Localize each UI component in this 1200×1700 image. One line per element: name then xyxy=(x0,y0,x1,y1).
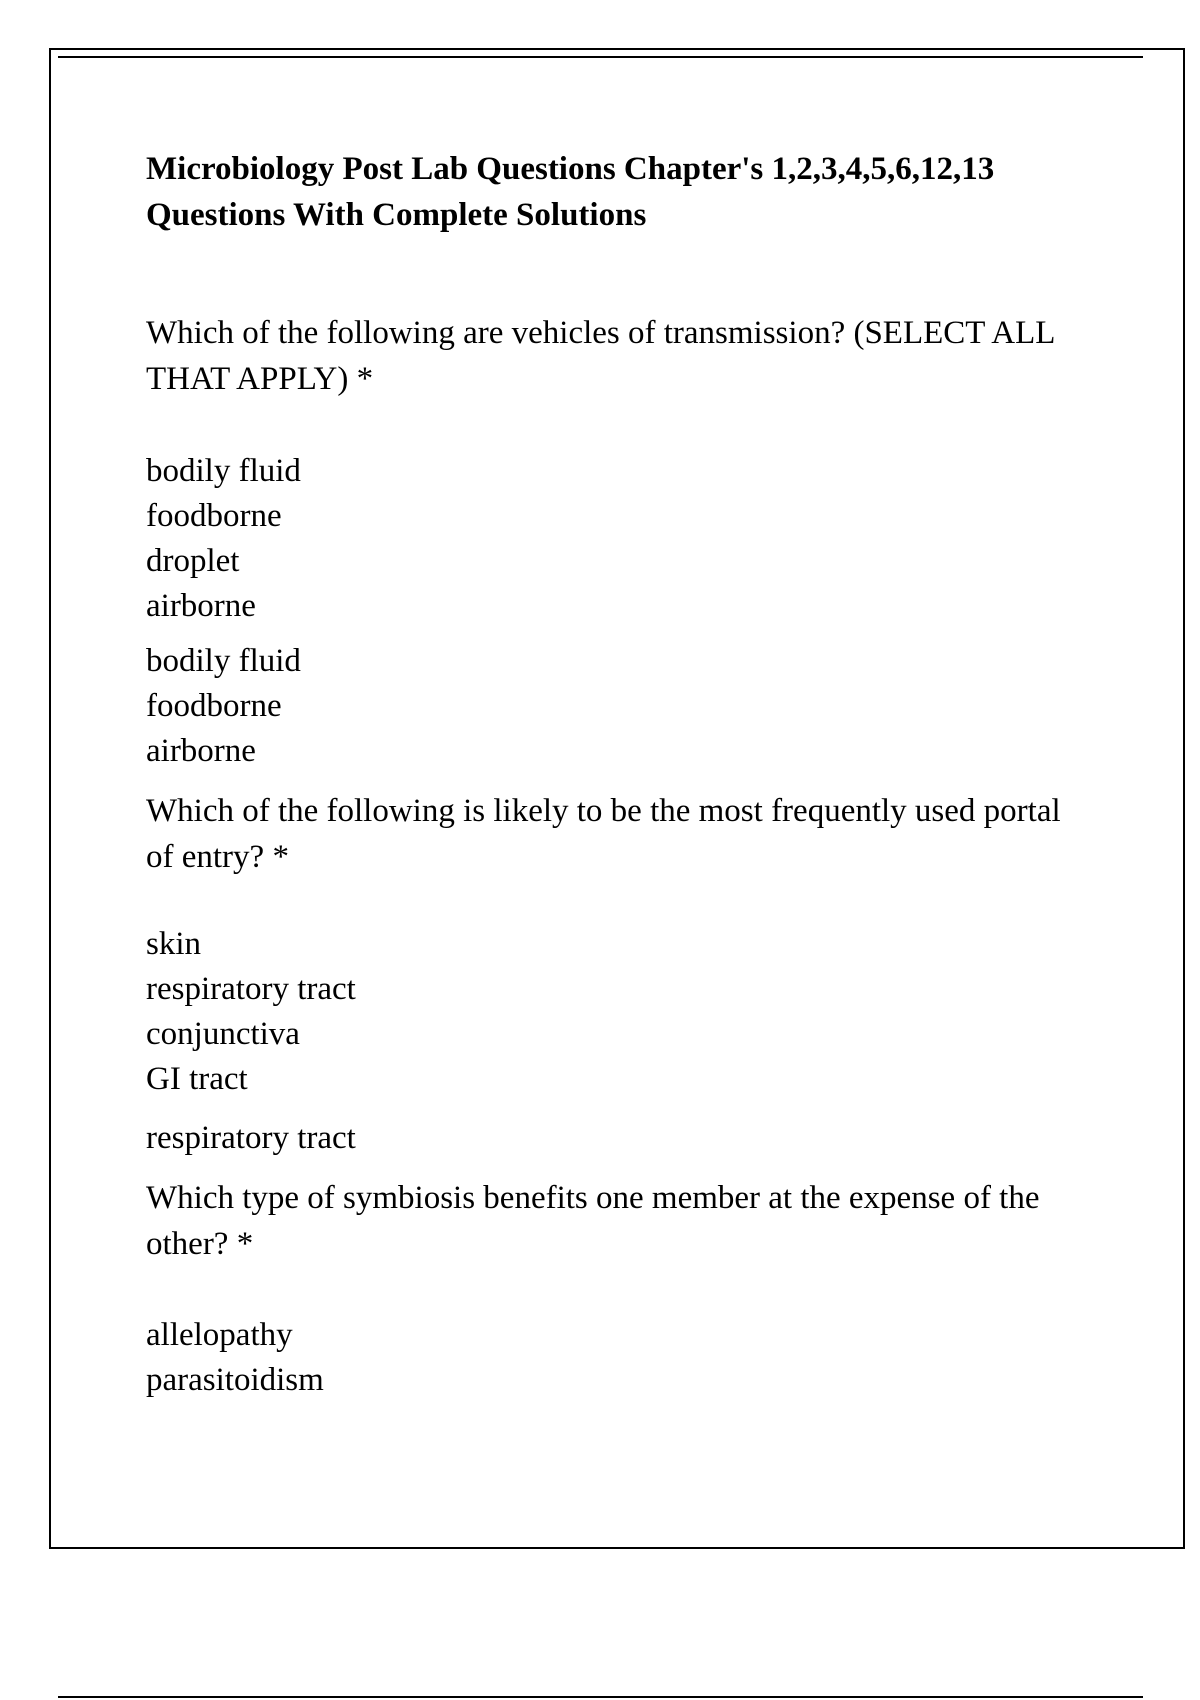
question-1-option: droplet xyxy=(146,543,240,579)
question-2-option: conjunctiva xyxy=(146,1016,300,1052)
document-title: Microbiology Post Lab Questions Chapter's 1,2,3,4,5,6,12,13 Questions With Complete Solutions xyxy=(146,151,995,233)
question-2-answers xyxy=(146,1116,1096,1161)
question-3-options xyxy=(146,1313,1096,1403)
question-3-option: parasitoidism xyxy=(146,1362,324,1398)
question-1-options xyxy=(146,449,1096,629)
question-1-answers xyxy=(146,639,1096,774)
question-3-text: Which type of symbiosis benefits one member at the expense of the other? * xyxy=(146,1180,1040,1262)
question-3-option: allelopathy xyxy=(146,1317,293,1353)
question-1-option: airborne xyxy=(146,588,256,624)
document-body xyxy=(146,146,1096,1403)
question-1-option: foodborne xyxy=(146,498,282,534)
question-2-answer: respiratory tract xyxy=(146,1120,356,1156)
question-2-option: skin xyxy=(146,926,202,962)
question-2-option: respiratory tract xyxy=(146,971,356,1007)
next-page-rule xyxy=(58,1696,1143,1698)
question-1-option: bodily fluid xyxy=(146,453,301,489)
question-1-answer: airborne xyxy=(146,733,256,769)
question-2-text: Which of the following is likely to be the most frequently used portal of entry? * xyxy=(146,793,1061,875)
question-1-answer: foodborne xyxy=(146,688,282,724)
question-1-answer: bodily fluid xyxy=(146,643,301,679)
question-2-option: GI tract xyxy=(146,1061,248,1097)
question-2-options xyxy=(146,922,1096,1102)
question-1-text: Which of the following are vehicles of transmission? (SELECT ALL THAT APPLY) * xyxy=(146,315,1055,397)
